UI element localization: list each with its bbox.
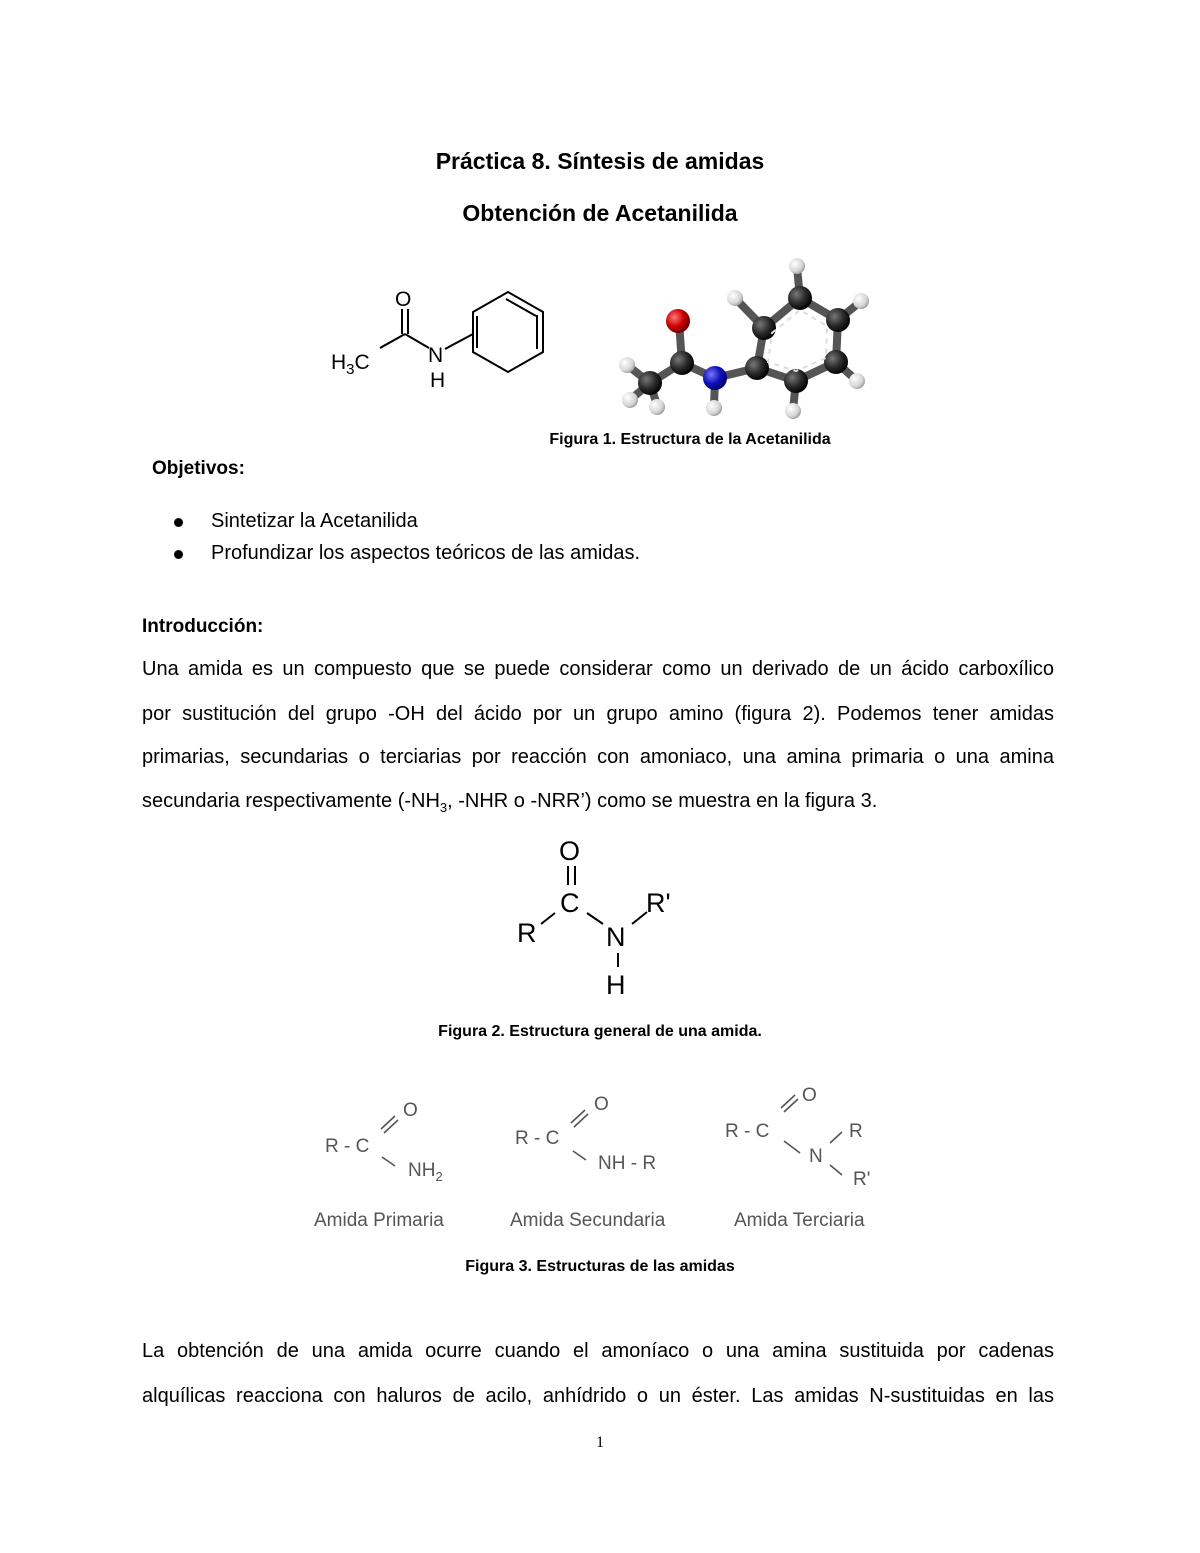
acetanilide-skeletal-structure [325, 272, 555, 397]
intro-line-4: secundaria respectivamente ($-NH_3$, -NHR o -NRR’) como se muestra en la figura 3. [142, 790, 878, 815]
svg-text:R: R [849, 1121, 863, 1142]
svg-text:NH2: $NH_2$ [408, 1160, 443, 1184]
nitrogen-label: N [428, 344, 444, 367]
intro-line-3: primarias, secundarias o terciarias por reacción con amoniaco, una amina primaria o una amina [142, 746, 1054, 768]
svg-text:NH - R: NH - R [598, 1153, 657, 1174]
page-subtitle: Obtención de Acetanilida [462, 200, 738, 226]
svg-text:O: O [802, 1085, 817, 1106]
amide-primary-label: Amida Primaria [314, 1210, 444, 1231]
fig2-hydrogen: H [606, 970, 626, 1000]
objectives-heading: Objetivos: [152, 458, 245, 479]
svg-text:R - C: R - C [325, 1136, 370, 1157]
figure2-caption: Figura 2. Estructura general de una amida. [438, 1023, 762, 1040]
fig2-carbon: C [560, 888, 580, 918]
closing-line-2: alquílicas reacciona con haluros de acilo, anhídrido o un éster. Las amidas N-sustituidas en las [142, 1385, 1054, 1407]
svg-text:H3C: $H_3C$ [331, 351, 370, 378]
amide-general-structure [505, 830, 705, 1002]
intro-line-1: Una amida es un compuesto que se puede considerar como un derivado de un ácido carboxílico [142, 658, 1054, 680]
hydrogen-label: H [430, 369, 446, 392]
svg-text:R - C: R - C [515, 1128, 560, 1149]
fig2-r-prime: R' [646, 888, 671, 918]
fig2-nitrogen: N [606, 922, 626, 952]
oxygen-label: O [395, 288, 412, 311]
closing-line-1: La obtención de una amida ocurre cuando el amoníaco o una amina sustituida por cadenas [142, 1340, 1054, 1362]
figure3-caption: Figura 3. Estructuras de las amidas [465, 1258, 735, 1275]
svg-text:R - C: R - C [725, 1121, 770, 1142]
intro-line-2: por sustitución del grupo -OH del ácido por un grupo amino (figura 2). Podemos tener amidas [142, 703, 1054, 725]
svg-text:O: O [403, 1100, 418, 1121]
acetanilide-ball-and-stick-model [612, 250, 877, 425]
figure1-caption: Figura 1. Estructura de la Acetanilida [549, 431, 831, 448]
fig2-oxygen: O [559, 836, 581, 866]
amide-secondary-label: Amida Secundaria [510, 1210, 666, 1231]
introduction-heading: Introducción: [142, 616, 264, 637]
svg-text:R': R' [853, 1169, 871, 1190]
page-title: Práctica 8. Síntesis de amidas [435, 148, 765, 174]
objectives-list [174, 510, 874, 574]
svg-text:N: N [809, 1146, 823, 1167]
amide-tertiary-label: Amida Terciaria [734, 1210, 865, 1231]
objective-item: Profundizar los aspectos teóricos de las amidas. [174, 542, 874, 574]
svg-text:O: O [594, 1094, 609, 1115]
page-number: 1 [596, 1434, 604, 1451]
fig2-r-group: R [517, 918, 537, 948]
amide-types-figure [305, 1078, 905, 1238]
objective-item: Sintetizar la Acetanilida [174, 510, 874, 542]
